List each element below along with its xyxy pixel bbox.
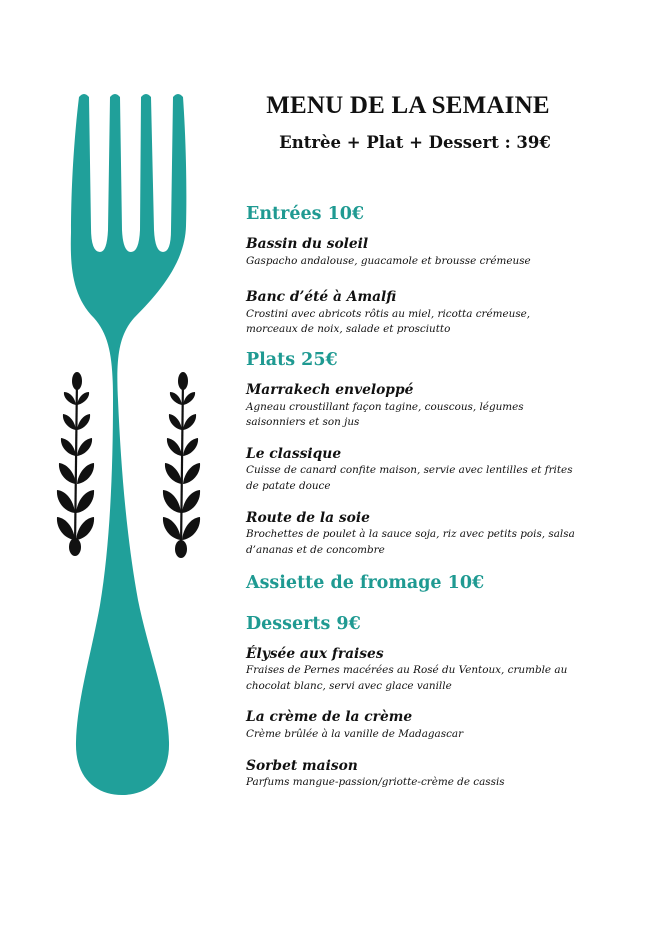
dish-item bbox=[246, 758, 646, 791]
section-fromage bbox=[246, 573, 646, 593]
dish-item bbox=[246, 446, 646, 495]
dish-name: Route de la soie bbox=[246, 509, 370, 526]
dish-item bbox=[246, 646, 646, 695]
dish-description: Agneau croustillant façon tagine, couscous, légumes saisonniers et son jus bbox=[246, 400, 524, 429]
dish-item bbox=[246, 709, 646, 742]
dish-name: Sorbet maison bbox=[246, 757, 358, 774]
leaf-sprig-icon bbox=[57, 372, 94, 556]
dish-name: Bassin du soleil bbox=[246, 236, 369, 253]
dish-description: Crostini avec abricots rôtis au miel, ricotta crémeuse, morceaux de noix, salade et prosciutto bbox=[246, 307, 531, 336]
dish-name: La crème de la crème bbox=[246, 709, 413, 726]
dish-description: Gaspacho andalouse, guacamole et brousse crémeuse bbox=[246, 254, 531, 267]
dish-item bbox=[246, 510, 646, 559]
section-entrees bbox=[246, 204, 646, 338]
menu-content bbox=[246, 204, 646, 806]
dish-name: Élysée aux fraises bbox=[246, 645, 384, 662]
section-title: Plats 25€ bbox=[246, 350, 338, 371]
section-title: Desserts 9€ bbox=[246, 613, 361, 634]
leaf-sprig-icon bbox=[163, 372, 200, 558]
section-plats bbox=[246, 350, 646, 558]
dish-description: Crème brûlée à la vanille de Madagascar bbox=[246, 728, 464, 741]
dish-name: Marrakech enveloppé bbox=[246, 382, 414, 399]
dish-item bbox=[246, 289, 646, 338]
dish-name: Le classique bbox=[246, 445, 342, 462]
page-title: MENU DE LA SEMAINE bbox=[266, 92, 550, 119]
section-desserts bbox=[246, 614, 646, 791]
dish-description: Parfums mangue-passion/griotte-crème de cassis bbox=[246, 776, 505, 789]
formula-price: Entrèe + Plat + Dessert : 39€ bbox=[279, 133, 551, 152]
dish-description: Fraises de Pernes macérées au Rosé du Ventoux, crumble au chocolat blanc, servi avec glace vanille bbox=[246, 664, 568, 692]
dish-item bbox=[246, 236, 646, 269]
dish-item bbox=[246, 382, 646, 431]
dish-description: Cuisse de canard confite maison, servie avec lentilles et frites de patate douce bbox=[246, 464, 573, 493]
section-title: Assiette de fromage 10€ bbox=[246, 573, 485, 594]
dish-name: Banc d’été à Amalfi bbox=[246, 289, 397, 306]
dish-description: Brochettes de poulet à la sauce soja, riz avec petits pois, salsa d’ananas et de concombre bbox=[246, 528, 575, 556]
section-title: Entrées 10€ bbox=[246, 204, 365, 224]
